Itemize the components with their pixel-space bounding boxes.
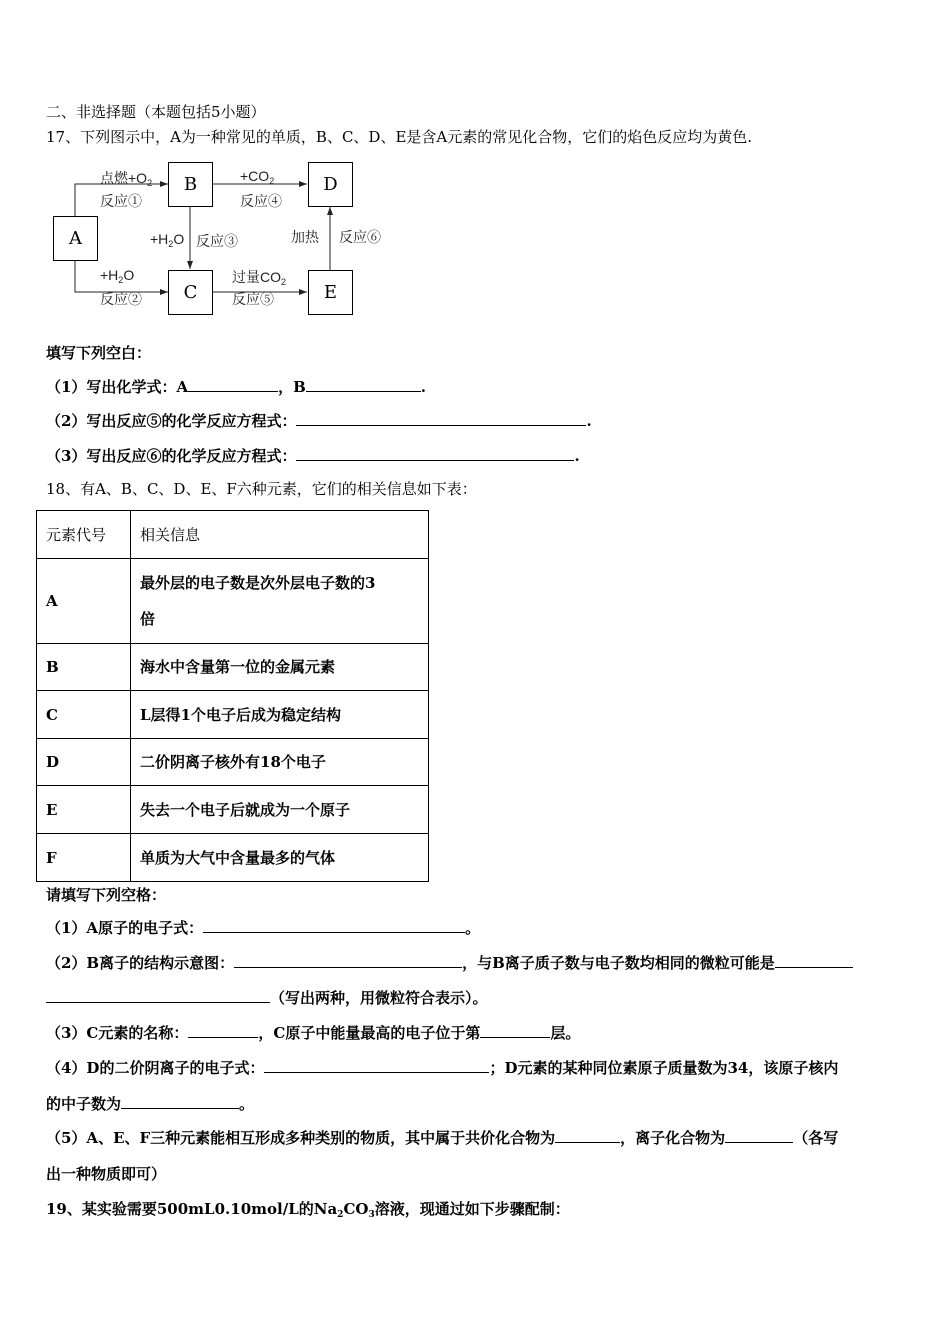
element-info: 二价阴离子核外有18个电子	[131, 739, 429, 786]
q18-part2: （2）B离子的结构示意图： ，与B离子质子数与电子数均相同的微粒可能是	[46, 953, 853, 973]
label-r3-condition: $+H_2O$	[150, 231, 185, 249]
table-row	[37, 786, 429, 834]
element-code: D	[37, 739, 131, 786]
answer-blank[interactable]	[46, 988, 270, 1003]
answer-blank[interactable]	[296, 411, 586, 426]
q17-fill-instruction: 填写下列空白：	[46, 344, 152, 362]
element-info: L层得1个电子后成为稳定结构	[131, 691, 429, 739]
box-c: C	[168, 270, 213, 315]
table-row	[37, 691, 429, 739]
table-row	[37, 559, 429, 644]
q17-stem: 17、下列图示中，A为一种常见的单质，B、C、D、E是含A元素的常见化合物，它们的焰色反应均为黄色.	[46, 128, 753, 146]
answer-blank[interactable]	[306, 377, 421, 392]
element-code: E	[37, 786, 131, 834]
q18-part5: （5）A、E、F三种元素能相互形成多种类别的物质，其中属于共价化合物为 ，离子化合物为 （各写	[46, 1129, 839, 1147]
q17-part2: （2）写出反应⑤的化学反应方程式： .	[46, 412, 592, 430]
label-r1: 反应①	[100, 193, 142, 209]
answer-blank[interactable]	[480, 1023, 550, 1038]
answer-blank[interactable]	[555, 1128, 620, 1143]
label-r4: 反应④	[240, 193, 282, 209]
element-info: 最外层的电子数是次外层电子数的3 倍	[131, 559, 429, 644]
label-r6-condition: 加热	[291, 229, 319, 245]
q18-stem: 18、有A、B、C、D、E、F六种元素，它们的相关信息如下表：	[46, 480, 477, 498]
answer-blank[interactable]	[234, 953, 462, 968]
q18-part3: （3）C元素的名称： ，C原子中能量最高的电子位于第 层。	[46, 1024, 581, 1042]
element-info: 单质为大气中含量最多的气体	[131, 834, 429, 882]
label-r1-condition: 点燃$+O_2$	[100, 170, 153, 188]
answer-blank[interactable]	[203, 918, 465, 933]
q17-part1: （1）写出化学式：A ，B .	[46, 378, 426, 396]
q17-part3: （3）写出反应⑥的化学反应方程式： .	[46, 447, 580, 465]
q18-part1: （1）A原子的电子式： 。	[46, 919, 481, 937]
label-r2-condition: $+H_2O$	[100, 267, 135, 285]
table-header: 相关信息	[131, 511, 429, 559]
element-code: B	[37, 644, 131, 691]
answer-blank[interactable]	[188, 1023, 258, 1038]
answer-blank[interactable]	[775, 953, 853, 968]
element-info: 失去一个电子后就成为一个原子	[131, 786, 429, 834]
element-code: A	[37, 559, 131, 644]
section-title: 二、非选择题（本题包括5小题）	[46, 103, 266, 121]
q18-part4: （4）D的二价阴离子的电子式： ；D元素的某种同位素原子质量数为34，该原子核内	[46, 1059, 839, 1077]
label-r3: 反应③	[196, 233, 238, 249]
box-b: B	[168, 162, 213, 207]
box-e: E	[308, 270, 353, 315]
q18-part2-cont: （写出两种，用微粒符合表示）。	[46, 988, 488, 1008]
answer-blank[interactable]	[296, 446, 574, 461]
answer-blank[interactable]	[264, 1058, 489, 1073]
q19-stem: 19、某实验需要500mL0.10mol/L的$Na_2CO_3$溶液，现通过如下步骤配制：	[46, 1200, 570, 1220]
table-row	[37, 834, 429, 882]
box-a: A	[53, 216, 98, 261]
element-code: F	[37, 834, 131, 882]
element-code: C	[37, 691, 131, 739]
table-header: 元素代号	[37, 511, 131, 559]
answer-blank[interactable]	[121, 1094, 239, 1109]
table-row	[37, 644, 429, 691]
answer-blank[interactable]	[725, 1128, 793, 1143]
label-r5: 反应⑤	[232, 291, 274, 307]
label-r4-condition: $+CO_2$	[240, 168, 275, 186]
q18-part4-cont: 的中子数为 。	[46, 1095, 255, 1113]
q18-part5-cont: 出一种物质即可）	[46, 1165, 167, 1183]
q18-fill-instruction: 请填写下列空格：	[46, 886, 167, 904]
label-r6: 反应⑥	[339, 229, 381, 245]
element-info-table	[36, 510, 429, 882]
label-r5-condition: 过量$CO_2$	[232, 269, 287, 287]
box-d: D	[308, 162, 353, 207]
table-row	[37, 739, 429, 786]
label-r2: 反应②	[100, 291, 142, 307]
answer-blank[interactable]	[188, 377, 278, 392]
element-info: 海水中含量第一位的金属元素	[131, 644, 429, 691]
